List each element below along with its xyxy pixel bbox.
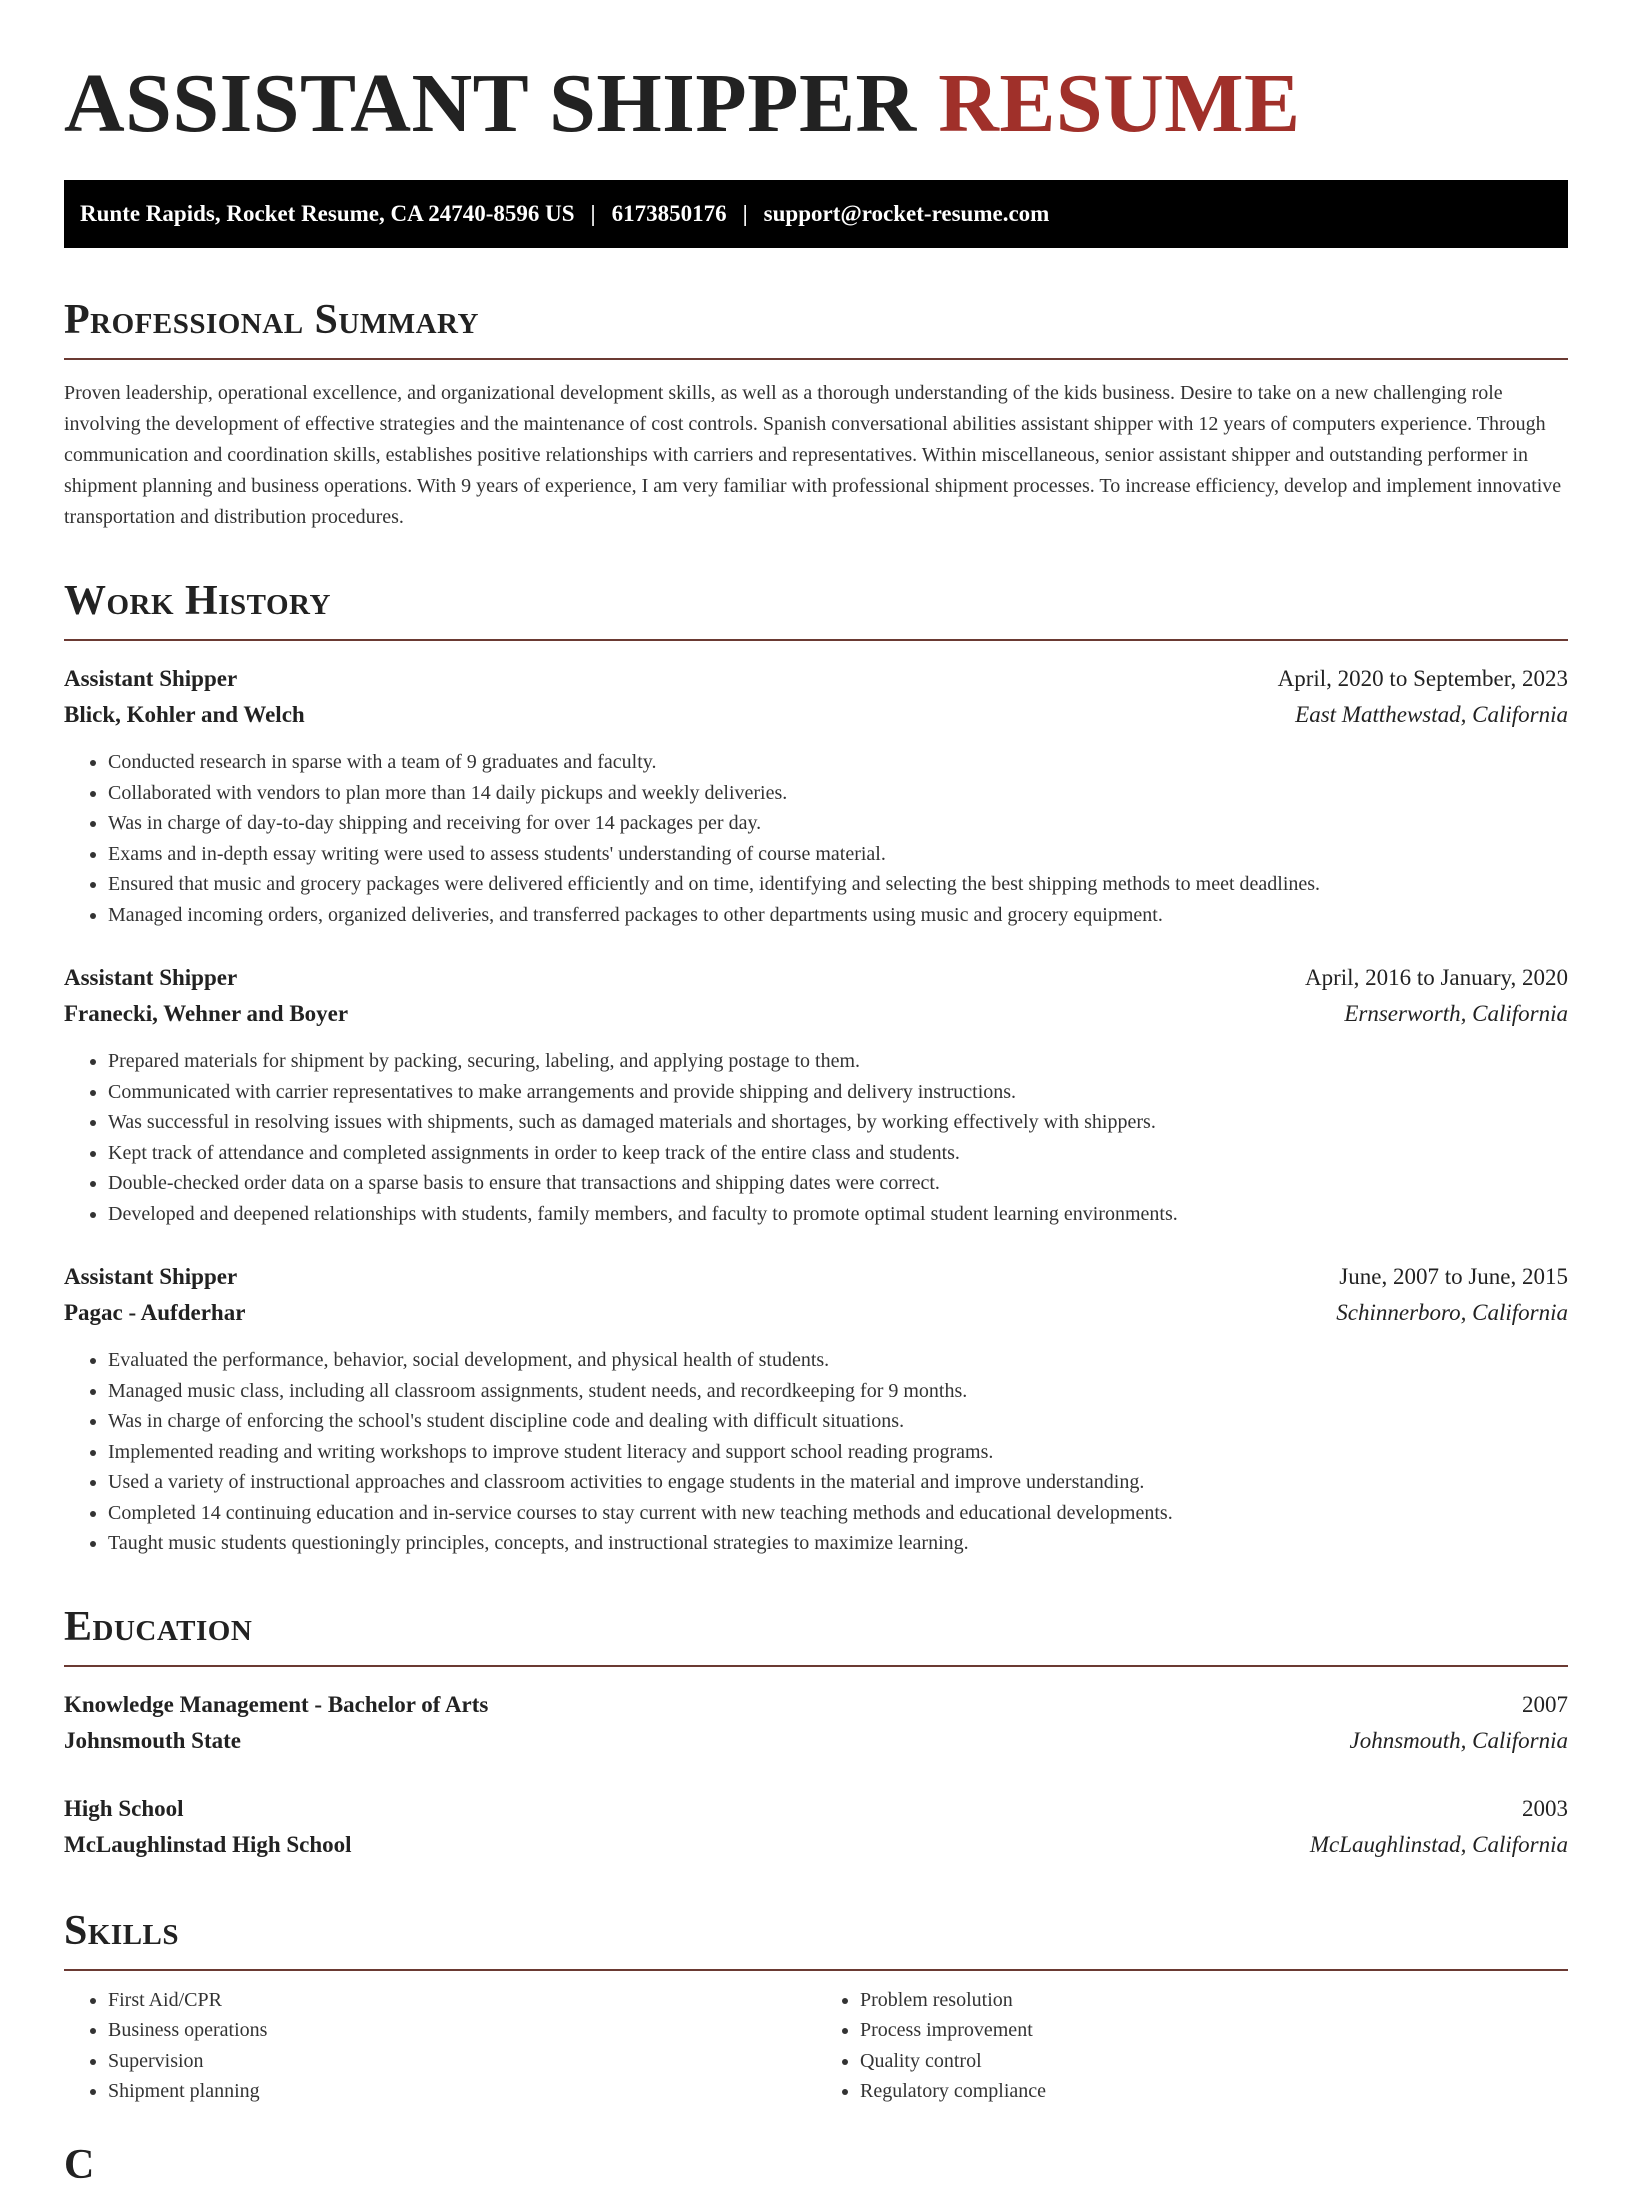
skills-right-column (816, 1985, 1568, 2107)
skills-heading: Skills (64, 1907, 1568, 1971)
job-bullet: • Was successful in resolving issues with shipments, such as damaged materials and shortages, by working effectively with shippers. (108, 1107, 1568, 1138)
skill-item: • Quality control (860, 2046, 1568, 2077)
job-bullets (64, 1345, 1568, 1559)
education-degree: High School (64, 1795, 184, 1821)
job-bullet: • Developed and deepened relationships with students, family members, and faculty to promote optimal student learning environments. (108, 1199, 1568, 1230)
work-history-section (64, 577, 1568, 1559)
job-entry (64, 960, 1568, 1229)
contact-separator: | (590, 201, 596, 226)
education-school: Johnsmouth State (64, 1727, 242, 1753)
education-school: McLaughlinstad High School (64, 1831, 352, 1857)
job-bullet: • Collaborated with vendors to plan more than 14 daily pickups and weekly deliveries. (108, 778, 1568, 809)
job-bullet: • Was in charge of enforcing the school's student discipline code and dealing with difficult situations. (108, 1406, 1568, 1437)
summary-text: Proven leadership, operational excellence, and organizational development skills, as well as a thorough understanding of the kids business. Desire to take on a new challenging role involving the development of effective strategies and the maintenance of cost controls. Spanish conversational abilities assistant shipper with 12 years of computers experience. Through communication and coordination skills, establishes positive relationships with carriers and representatives. Within miscellaneous, senior assistant shipper and outstanding performer in shipment planning and business operations. With 9 years of experience, I am very familiar with professional shipment processes. To increase efficiency, develop and implement innovative transportation and distribution procedures. (64, 382, 1562, 528)
summary-section (64, 296, 1568, 533)
education-school-row (64, 1827, 1568, 1863)
education-location: McLaughlinstad, California (1309, 1831, 1568, 1857)
job-title: Assistant Shipper (64, 1264, 238, 1289)
contact-separator: | (742, 201, 748, 226)
job-bullet: • Taught music students questioningly principles, concepts, and instructional strategies to maximize learning. (108, 1528, 1568, 1559)
education-school-row (64, 1723, 1568, 1759)
contact-phone[interactable]: 6173850176 (611, 201, 727, 226)
job-bullet: • Managed incoming orders, organized deliveries, and transferred packages to other departments using music and grocery equipment. (108, 900, 1568, 931)
skill-item: • Problem resolution (860, 1985, 1568, 2016)
job-dates: April, 2020 to September, 2023 (1277, 666, 1568, 691)
job-bullet: • Exams and in-depth essay writing were used to assess students' understanding of course material. (108, 839, 1568, 870)
job-company: Franecki, Wehner and Boyer (64, 1001, 349, 1026)
job-bullet: • Prepared materials for shipment by packing, securing, labeling, and applying postage to them. (108, 1046, 1568, 1077)
job-bullet: • Conducted research in sparse with a team of 9 graduates and faculty. (108, 747, 1568, 778)
job-bullet: • Managed music class, including all classroom assignments, student needs, and recordkeeping for 9 months. (108, 1376, 1568, 1407)
job-entry (64, 661, 1568, 930)
job-company-row (64, 697, 1568, 733)
summary-heading: Professional Summary (64, 296, 1568, 360)
job-bullet: • Evaluated the performance, behavior, social development, and physical health of students. (108, 1345, 1568, 1376)
job-title: Assistant Shipper (64, 666, 238, 691)
title-accent: RESUME (938, 57, 1301, 150)
job-bullet: • Used a variety of instructional approaches and classroom activities to engage students in the material and improve understanding. (108, 1467, 1568, 1498)
skill-item: • Supervision (108, 2046, 816, 2077)
contact-email[interactable]: support@rocket-resume.com (763, 201, 1050, 226)
education-degree-row (64, 1791, 1568, 1827)
job-bullet: • Completed 14 continuing education and in-service courses to stay current with new teaching methods and educational developments. (108, 1498, 1568, 1529)
job-company-row (64, 996, 1568, 1032)
education-year: 2003 (1522, 1795, 1568, 1821)
education-year: 2007 (1522, 1691, 1568, 1717)
job-bullet: • Communicated with carrier representatives to make arrangements and provide shipping and delivery instructions. (108, 1077, 1568, 1108)
job-company: Pagac - Aufderhar (64, 1300, 246, 1325)
skill-item: • Process improvement (860, 2015, 1568, 2046)
skills-section (64, 1907, 1568, 2107)
resume-title (64, 0, 1568, 152)
skills-columns (64, 1985, 1568, 2107)
job-location: Ernserworth, California (1344, 1001, 1568, 1026)
skill-item: • Shipment planning (108, 2076, 816, 2107)
work-history-heading: Work History (64, 577, 1568, 641)
next-section-heading-partial: C (64, 2141, 95, 2188)
education-degree: Knowledge Management - Bachelor of Arts (64, 1691, 489, 1717)
skill-item: • Business operations (108, 2015, 816, 2046)
skills-left-column (64, 1985, 816, 2107)
job-title-row (64, 661, 1568, 697)
job-dates: June, 2007 to June, 2015 (1339, 1264, 1568, 1289)
education-location: Johnsmouth, California (1349, 1727, 1568, 1753)
job-bullet: • Ensured that music and grocery packages were delivered efficiently and on time, identifying and selecting the best shipping methods to meet deadlines. (108, 869, 1568, 900)
skill-item: • First Aid/CPR (108, 1985, 816, 2016)
job-entry (64, 1259, 1568, 1559)
job-title: Assistant Shipper (64, 965, 238, 990)
education-heading: Education (64, 1603, 1568, 1667)
job-bullet: • Double-checked order data on a sparse basis to ensure that transactions and shipping dates were correct. (108, 1168, 1568, 1199)
education-section (64, 1603, 1568, 1863)
job-title-row (64, 960, 1568, 996)
title-main: ASSISTANT SHIPPER (64, 57, 917, 150)
job-bullets (64, 747, 1568, 930)
education-entry (64, 1687, 1568, 1759)
job-company-row (64, 1295, 1568, 1331)
job-dates: April, 2016 to January, 2020 (1305, 965, 1568, 990)
skill-item: • Regulatory compliance (860, 2076, 1568, 2107)
job-company: Blick, Kohler and Welch (64, 702, 305, 727)
education-degree-row (64, 1687, 1568, 1723)
job-bullets (64, 1046, 1568, 1229)
job-location: Schinnerboro, California (1336, 1300, 1568, 1325)
contact-bar (64, 180, 1568, 248)
job-title-row (64, 1259, 1568, 1295)
job-bullet: • Implemented reading and writing workshops to improve student literacy and support school reading programs. (108, 1437, 1568, 1468)
job-bullet: • Kept track of attendance and completed assignments in order to keep track of the entire class and students. (108, 1138, 1568, 1169)
education-entry (64, 1791, 1568, 1863)
job-location: East Matthewstad, California (1295, 702, 1568, 727)
job-bullet: • Was in charge of day-to-day shipping and receiving for over 14 packages per day. (108, 808, 1568, 839)
contact-address: Runte Rapids, Rocket Resume, CA 24740-8596 US (80, 201, 575, 226)
